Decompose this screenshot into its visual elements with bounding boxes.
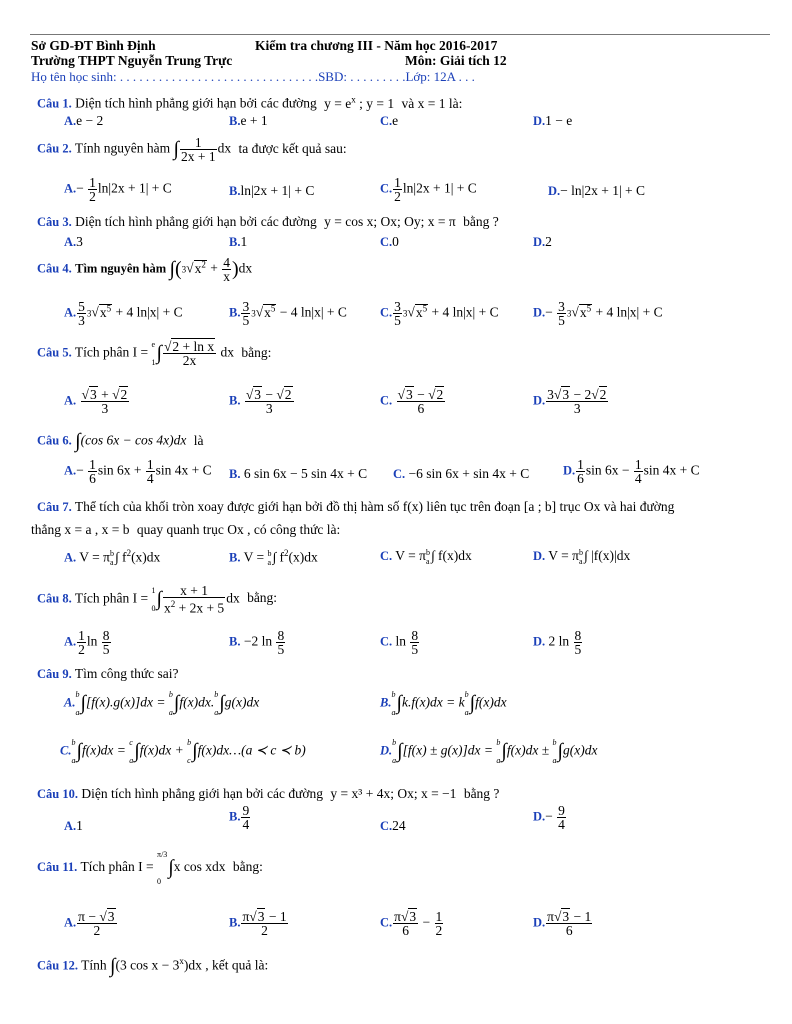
q5-option-a[interactable]: A. $\frac{√3 + √2}{3}$ <box>64 387 128 416</box>
exam-title: Kiểm tra chương III - Năm học 2016-2017 <box>255 38 498 53</box>
question-1: Câu 1. Diện tích hình phẳng giới hạn bởi các đường $y = e^x$ ; y = 1 và x = 1 là: <box>37 94 463 111</box>
q10-option-d[interactable]: D.− $\frac{9}{4}$ <box>533 803 565 832</box>
q6-option-a[interactable]: A.− $\frac{1}{6}$ sin 6x + $\frac{1}{4}$ sin 4x + C <box>64 457 212 486</box>
question-7: Câu 7. Thể tích của khối tròn xoay được giới hạn bởi đồ thị hàm số f(x) liên tục trên đoạn [a ; b] trục Ox và hai đường <box>37 499 675 514</box>
question-11: Câu 11. Tích phân I = π/3 0∫x cos xdx bằng: <box>37 850 263 886</box>
school-name: Trường THPT Nguyễn Trung Trực <box>31 53 233 68</box>
q9-option-d[interactable]: D.b a∫[f(x) ± g(x)]dx = b a∫f(x)dx ± b a∫g(x)dx <box>380 738 598 765</box>
q4-option-c[interactable]: C. $\frac{3}{5}$ $3√x^5 + 4$ ln|x| + C <box>380 299 499 328</box>
question-10: Câu 10. Diện tích hình phẳng giới hạn bởi các đường y = x³ + 4x; Ox; x = −1 bằng ? <box>37 786 500 801</box>
q3-option-a[interactable]: A.3 <box>64 234 83 249</box>
q6-option-c[interactable]: C. −6 sin 6x + sin 4x + C <box>393 466 530 481</box>
q1-option-d[interactable]: D.1 − e <box>533 113 573 128</box>
question-2: Câu 2. Tính nguyên hàm ∫ $\frac{1}{2x + 1}$ dx ta được kết quả sau: <box>37 135 347 164</box>
q8-option-b[interactable]: B. −2 ln $\frac{8}{5}$ <box>229 628 285 657</box>
question-8: Câu 8. Tích phân I = 1 0∫ $\frac{x + 1}{x^2 + 2x + 5}$ dx bằng: <box>37 583 278 616</box>
q2-option-c[interactable]: C. $\frac{1}{2}$ ln|2x + 1| + C <box>380 175 477 204</box>
q2-option-b[interactable]: B.ln|2x + 1| + C <box>229 183 315 198</box>
question-3: Câu 3. Diện tích hình phẳng giới hạn bởi các đường y = cos x; Ox; Oy; x = π bằng ? <box>37 214 499 229</box>
question-6: Câu 6. ∫(cos 6x − cos 4x)dx là <box>37 430 204 452</box>
subject: Môn: Giải tích 12 <box>405 53 507 68</box>
question-7-line2: thẳng x = a , x = b quay quanh trục Ox , có công thức là: <box>31 522 341 537</box>
q5-option-b[interactable]: B. $\frac{√3 - √2}{3}$ <box>229 387 292 416</box>
question-5: Câu 5. Tích phân I = e 1∫ $\frac{\text{√2 + ln x}}{2x}$ dx bằng: <box>37 339 272 368</box>
q6-option-d[interactable]: D. $\frac{1}{6}$ sin 6x − $\frac{1}{4}$ sin 4x + C <box>563 457 700 486</box>
q9-option-b[interactable]: B.b a∫k.f(x)dx = kb a∫f(x)dx <box>380 690 507 717</box>
q9-option-c[interactable]: C.b a∫f(x)dx = c a∫f(x)dx + b c∫f(x)dx…(a ≺ c ≺ b) <box>60 738 306 765</box>
q8-option-c[interactable]: C. ln $\frac{8}{5}$ <box>380 628 419 657</box>
top-rule <box>30 34 770 35</box>
q7-option-b[interactable]: B. V = b a∫ $f^2(x)dx$ <box>229 548 318 568</box>
q3-option-d[interactable]: D.2 <box>533 234 552 249</box>
q11-option-d[interactable]: D. $\frac{\pi√3 - 1}{6}$ <box>533 909 592 938</box>
q11-option-b[interactable]: B. $\frac{\pi√3 - 1}{2}$ <box>229 909 287 938</box>
question-4: Câu 4. Tìm nguyên hàm $\int(3√x^2$ + $\frac{4}{x}$ )dx <box>37 255 253 284</box>
student-info-line: Họ tên học sinh: . . . . . . . . . . . . . . . . . . . . . . . . . . . . . . .SBD: . . . . . . . . .Lớp: 12A . . . <box>31 69 475 84</box>
q4-option-a[interactable]: A. $\frac{5}{3}$ $3√x^5 + 4$ ln|x| + C <box>64 299 183 328</box>
q7-option-c[interactable]: C. V = πb a∫ f(x)dx <box>380 548 472 566</box>
q8-option-a[interactable]: A. $\frac{1}{2}$ ln $\frac{8}{5}$ <box>64 628 110 657</box>
q10-option-b[interactable]: B. $\frac{9}{4}$ <box>229 803 250 832</box>
q7-option-a[interactable]: A. V = πb a∫ $f^2(x)dx$ <box>64 548 161 568</box>
q8-option-d[interactable]: D. 2 ln $\frac{8}{5}$ <box>533 628 582 657</box>
q2-option-a[interactable]: A.− $\frac{1}{2}$ ln|2x + 1| + C <box>64 175 172 204</box>
department: Sở GD-ĐT Bình Định <box>31 38 156 53</box>
q4-option-d[interactable]: D.− $\frac{3}{5}$ $3√x^5 + 4$ ln|x| + C <box>533 299 663 328</box>
q1-option-c[interactable]: C.e <box>380 113 399 128</box>
q10-option-c[interactable]: C.24 <box>380 818 406 833</box>
q10-option-a[interactable]: A.1 <box>64 818 83 833</box>
q9-option-a[interactable]: A.b a∫[f(x).g(x)]dx = b a∫f(x)dx.b a∫g(x)dx <box>64 690 260 717</box>
question-12: Câu 12. Tính ∫(3 $\cos x - 3^x)dx$ , kết quả là: <box>37 955 269 977</box>
q3-option-c[interactable]: C.0 <box>380 234 399 249</box>
q7-option-d[interactable]: D. V = πb a∫ |f(x)|dx <box>533 548 631 566</box>
q11-option-a[interactable]: A. $\frac{\pi - √3}{2}$ <box>64 909 115 938</box>
q2-option-d[interactable]: D.− ln|2x + 1| + C <box>548 183 646 198</box>
q1-option-a[interactable]: A.e − 2 <box>64 113 104 128</box>
q5-option-d[interactable]: D. $\frac{3√3 - 2√2}{3}$ <box>533 387 607 416</box>
q5-option-c[interactable]: C. $\frac{√3 - √2}{6}$ <box>380 387 444 416</box>
question-9: Câu 9. Tìm công thức sai? <box>37 666 179 681</box>
q3-option-b[interactable]: B.1 <box>229 234 248 249</box>
q1-option-b[interactable]: B.e + 1 <box>229 113 268 128</box>
q6-option-b[interactable]: B. 6 sin 6x − 5 sin 4x + C <box>229 466 368 481</box>
q4-option-b[interactable]: B. $\frac{3}{5}$ $3√x^5 - 4$ ln|x| + C <box>229 299 347 328</box>
q11-option-c[interactable]: C. $\frac{\pi√3}{6}$ − $\frac{1}{2}$ <box>380 909 443 938</box>
